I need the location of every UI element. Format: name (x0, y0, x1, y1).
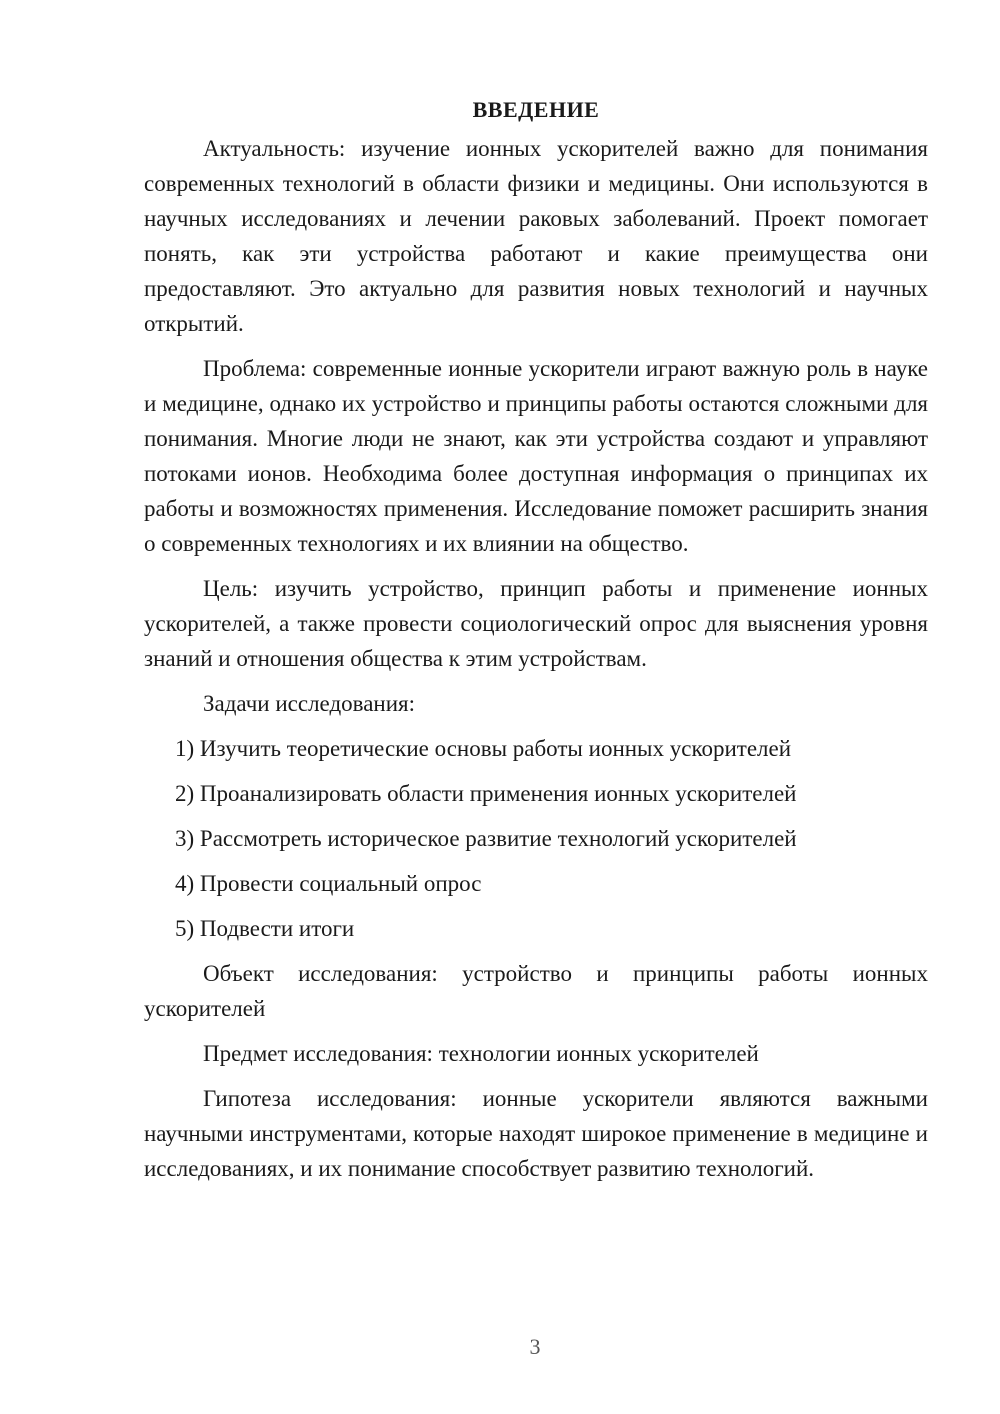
task-item-5: 5) Подвести итоги (175, 916, 355, 941)
object-paragraph: Объект исследования: устройство и принципы работы ионных ускорителей (144, 961, 928, 1021)
hypothesis-paragraph: Гипотеза исследования: ионные ускорители являются важными научными инструментами, которые находят широкое применение в медицине и исследованиях, и их понимание способствует развитию технологий. (144, 1086, 928, 1181)
page-content (144, 92, 928, 1196)
task-item-2: 2) Проанализировать области применения ионных ускорителей (175, 781, 797, 806)
relevance-paragraph: Актуальность: изучение ионных ускорителей важно для понимания современных технологий в области физики и медицины. Они используются в научных исследованиях и лечении раковых заболеваний. Проект помогает понять, как эти устройства работают и какие преимущества они предоставляют. Это актуально для развития новых технологий и научных открытий. (144, 136, 928, 336)
task-item-3: 3) Рассмотреть историческое развитие технологий ускорителей (175, 826, 797, 851)
tasks-heading: Задачи исследования: (203, 691, 416, 716)
goal-paragraph: Цель: изучить устройство, принцип работы и применение ионных ускорителей, а также провести социологический опрос для выяснения уровня знаний и отношения общества к этим устройствам. (144, 576, 928, 671)
task-item-1: 1) Изучить теоретические основы работы ионных ускорителей (175, 736, 792, 761)
subject-paragraph: Предмет исследования: технологии ионных ускорителей (203, 1041, 759, 1066)
tasks-list (144, 731, 928, 946)
page-title: ВВЕДЕНИЕ (472, 97, 600, 122)
task-item-4: 4) Провести социальный опрос (175, 871, 482, 896)
problem-paragraph: Проблема: современные ионные ускорители играют важную роль в науке и медицине, однако их устройство и принципы работы остаются сложными для понимания. Многие люди не знают, как эти устройства создают и управляют потоками ионов. Необходима более доступная информация о принципах их работы и возможностях применения. Исследование поможет расширить знания о современных технологиях и их влиянии на общество. (144, 356, 928, 556)
page-number: 3 (529, 1334, 541, 1359)
